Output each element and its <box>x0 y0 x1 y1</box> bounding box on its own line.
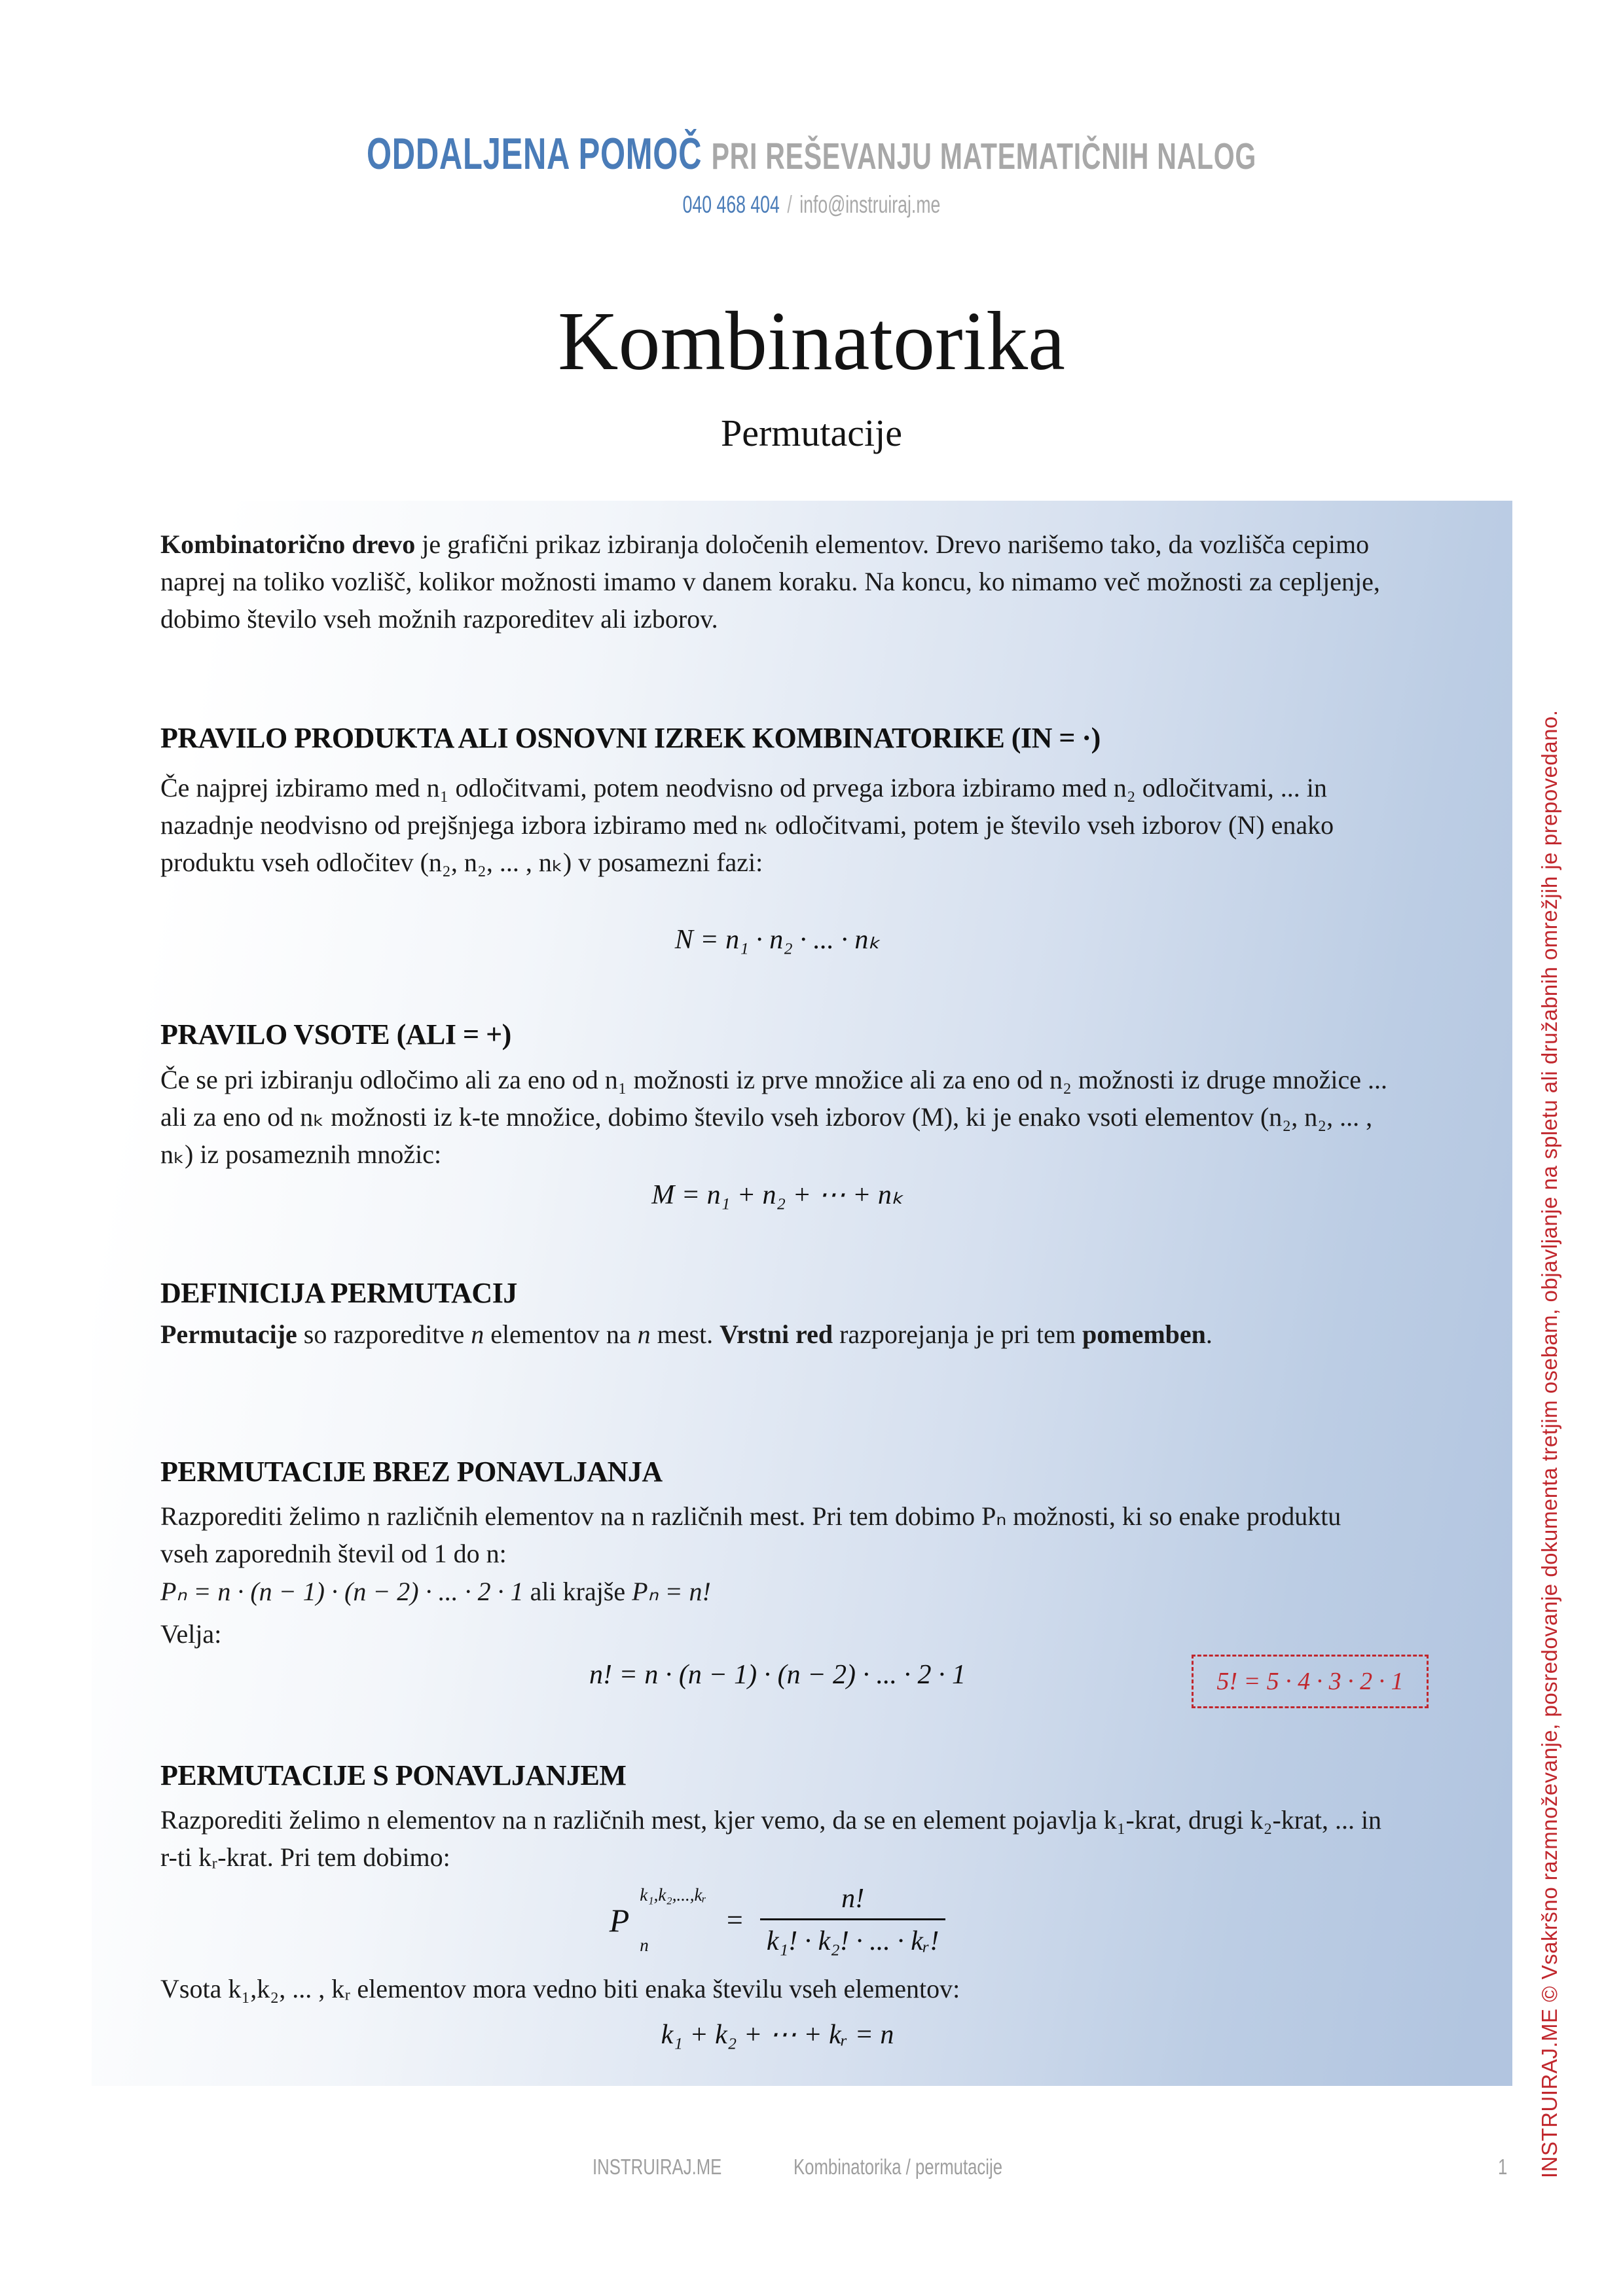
math-pn-product: Pₙ = n · (n − 1) · (n − 2) · ... · 2 · 1 <box>160 1577 524 1606</box>
definition-term: Permutacije <box>160 1319 297 1349</box>
repetition-formula <box>160 1883 1395 1957</box>
section-heading-product-rule: PRAVILO PRODUKTA ALI OSNOVNI IZREK KOMBINATORIKE (IN = ·) <box>160 722 1101 754</box>
sum-rule-formula: M = n₁ + n₂ + ⋯ + nₖ <box>651 1180 903 1210</box>
footer-site-name: INSTRUIRAJ.ME <box>593 2155 722 2179</box>
inline-text: ali krajše <box>523 1577 632 1606</box>
velja-label: Velja: <box>160 1619 222 1649</box>
factorial-example: 5! = 5 · 4 · 3 · 2 · 1 <box>1216 1668 1404 1695</box>
sum-condition-formula: k₁ + k₂ + ⋯ + kᵣ = n <box>661 2020 894 2050</box>
definition-text: elementov na <box>484 1319 638 1349</box>
definition-term: pomemben <box>1082 1319 1206 1349</box>
math-p-base: P <box>609 1901 630 1939</box>
definition-text: so razporeditve <box>297 1319 471 1349</box>
phone-number: 040 468 404 <box>682 191 780 218</box>
section-heading-definition: DEFINICIJA PERMUTACIJ <box>160 1277 517 1309</box>
factorial-formula: n! = n · (n − 1) · (n − 2) · ... · 2 · 1 <box>589 1660 966 1690</box>
contact-line <box>227 191 1396 219</box>
footer-page-number: 1 <box>1498 2155 1508 2179</box>
math-p-indices <box>640 1886 706 1954</box>
math-pn-factorial: Pₙ = n! <box>632 1577 711 1606</box>
with-repetition-paragraph: Razporediti želimo n elementov na n različnih mest, kjer vemo, da se en element pojavlja k₁-krat, drugi k₂-krat, ... in r-ti kᵣ-krat. Pri tem dobimo: <box>160 1805 1382 1872</box>
math-superscript: k₁,k₂,...,kᵣ <box>640 1884 707 1905</box>
definition-paragraph <box>160 1314 1395 1355</box>
section-heading-no-repetition: PERMUTACIJE BREZ PONAVLJANJA <box>160 1456 663 1488</box>
factorial-example-box <box>1192 1655 1429 1708</box>
math-fraction <box>760 1883 945 1957</box>
footer-document-title: Kombinatorika / permutacije <box>793 2155 1003 2179</box>
math-var-n: n <box>471 1319 484 1349</box>
fraction-numerator: n! <box>841 1884 865 1914</box>
definition-term: Vrstni red <box>720 1319 833 1349</box>
brand-tagline: PRI REŠEVANJU MATEMATIČNIH NALOG <box>711 135 1257 177</box>
intro-paragraph <box>160 526 1395 637</box>
no-repetition-inline-formula <box>160 1573 1395 1610</box>
fraction-denominator: k₁! · k₂! · ... · kᵣ! <box>766 1926 939 1956</box>
definition-text: mest. <box>650 1319 720 1349</box>
definition-text: razporejanja je pri tem <box>833 1319 1083 1349</box>
product-rule-paragraph: Če najprej izbiramo med n₁ odločitvami, potem neodvisno od prvega izbora izbiramo med n₂ odločitvami, ... in nazadnje neodvisno od prejšnjega izbora izbiramo med nₖ odločitvami, potem je število vseh izborov (N) enako produktu vseh odločitev (n₂, n₂, ... , nₖ) v posamezni fazi: <box>160 773 1334 877</box>
brand-name: ODDALJENA POMOČ <box>366 129 702 179</box>
math-var-n: n <box>637 1319 651 1349</box>
intro-text: je grafični prikaz izbiranja določenih elementov. Drevo narišemo tako, da vozlišča cepimo naprej na toliko vozlišč, kolikor možnosti imamo v danem koraku. Na koncu, ko nimamo več možnosti za cepljenje, dobimo število vseh možnih razporeditev ali izborov. <box>160 529 1380 634</box>
brand-line <box>227 128 1396 179</box>
definition-text: . <box>1205 1319 1213 1349</box>
no-repetition-paragraph: Razporediti želimo n različnih elementov na n različnih mest. Pri tem dobimo Pₙ možnosti, ki so enake produktu vseh zaporednih števil od 1 do n: <box>160 1501 1341 1568</box>
math-subscript: n <box>640 1935 649 1955</box>
email-address: info@instruiraj.me <box>799 191 941 218</box>
section-heading-with-repetition: PERMUTACIJE S PONAVLJANJEM <box>160 1759 627 1791</box>
section-heading-sum-rule: PRAVILO VSOTE (ALI = +) <box>160 1018 511 1050</box>
page-subtitle: Permutacije <box>720 412 902 454</box>
intro-lead: Kombinatorično drevo <box>160 529 416 559</box>
page-title: Kombinatorika <box>558 295 1065 387</box>
contact-separator: / <box>787 191 792 218</box>
content-panel <box>92 501 1512 2086</box>
sum-condition-paragraph: Vsota k₁,k₂, ... , kᵣ elementov mora vedno biti enaka številu vseh elementov: <box>160 1974 960 2003</box>
sum-rule-paragraph: Če se pri izbiranju odločimo ali za eno od n₁ možnosti iz prve množice ali za eno od n₂ možnosti iz druge množice ... ali za eno od nₖ možnosti iz k-te množice, dobimo število vseh izborov (M), ki je enako vsoti elementov (n₂, n₂, ... , nₖ) iz posameznih množic: <box>160 1065 1388 1169</box>
vertical-copyright-notice: INSTRUIRAJ.ME © Vsakršno razmnoževanje, posredovanje dokumenta tretjim osebam, objavljanje na spletu ali družabnih omrežjih je prepovedano. <box>1537 709 1561 2178</box>
product-rule-formula: N = n₁ · n₂ · ... · nₖ <box>674 925 881 955</box>
math-equals: = <box>725 1904 744 1936</box>
